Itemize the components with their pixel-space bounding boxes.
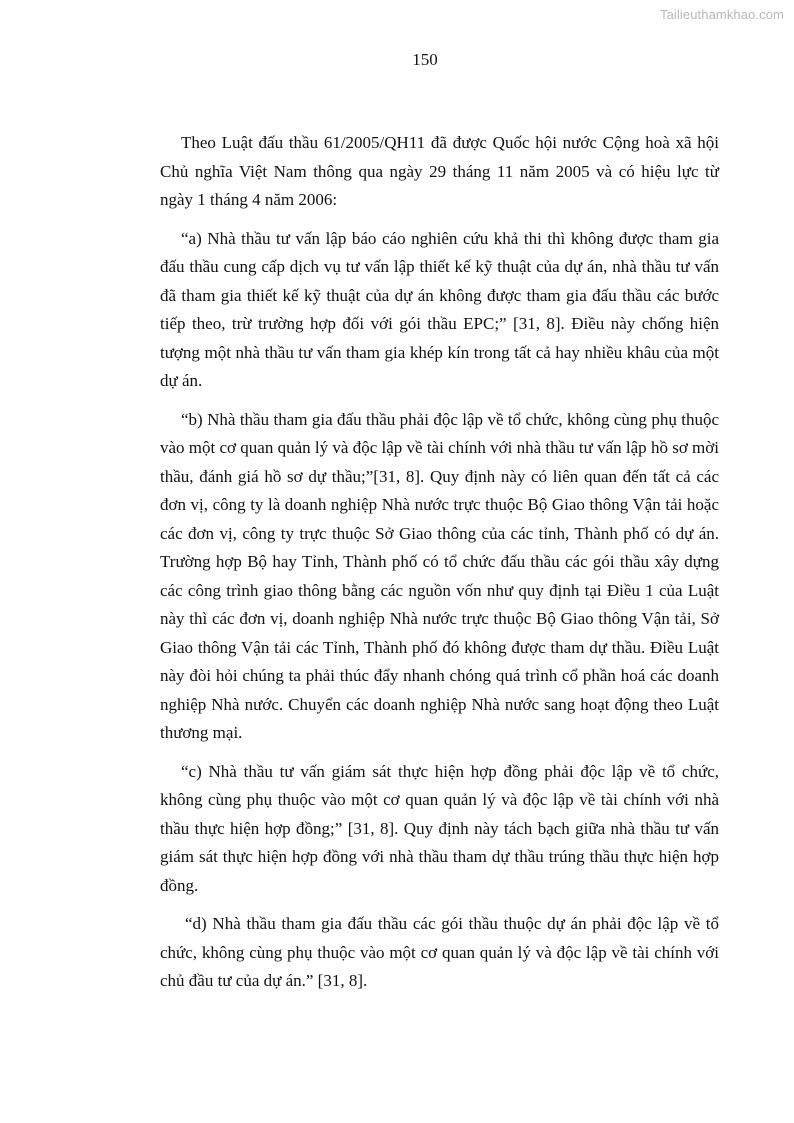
- clause-b-paragraph: “b) Nhà thầu tham gia đấu thầu phải độc lập về tổ chức, không cùng phụ thuộc vào một cơ quan quản lý và độc lập về tài chính với nhà thầu tư vấn lập hồ sơ mời thầu, đánh giá hồ sơ dự thầu;”[31, 8]. Quy định này có liên quan đến tất cả các đơn vị, công ty là doanh nghiệp Nhà nước trực thuộc Bộ Giao thông Vận tải hoặc các đơn vị, công ty trực thuộc Sở Giao thông của các tỉnh, Thành phố có dự án. Trường hợp Bộ hay Tỉnh, Thành phố có tổ chức đấu thầu các gói thầu xây dựng các công trình giao thông bằng các nguồn vốn như quy định tại Điều 1 của Luật này thì các đơn vị, doanh nghiệp Nhà nước trực thuộc Bộ Giao thông Vận tải, Sở Giao thông Vận tải các Tỉnh, Thành phố đó không được tham dự thầu. Điều Luật này đòi hỏi chúng ta phải thúc đẩy nhanh chóng quá trình cổ phần hoá các doanh nghiệp Nhà nước. Chuyển các doanh nghiệp Nhà nước sang hoạt động theo Luật thương mại.: [160, 409, 719, 742]
- clause-d-paragraph: “d) Nhà thầu tham gia đấu thầu các gói thầu thuộc dự án phải độc lập về tổ chức, không cùng phụ thuộc vào một cơ quan quản lý và độc lập về tài chính với chủ đầu tư của dự án.” [31, 8].: [160, 914, 719, 990]
- clause-a-paragraph: “a) Nhà thầu tư vấn lập báo cáo nghiên cứu khả thi thì không được tham gia đấu thầu cung cấp dịch vụ tư vấn lập thiết kế kỹ thuật của dự án, nhà thầu tư vấn đã tham gia thiết kế kỹ thuật của dự án không được tham gia đấu thầu các bước tiếp theo, trừ trường hợp đối với gói thầu EPC;” [31, 8]. Điều này chống hiện tượng một nhà thầu tư vấn tham gia khép kín trong tất cả hay nhiều khâu của một dự án.: [160, 228, 719, 390]
- watermark-text: Tailieuthamkhao.com: [659, 7, 784, 22]
- page-number: 150: [412, 50, 438, 69]
- intro-paragraph: Theo Luật đấu thầu 61/2005/QH11 đã được Quốc hội nước Cộng hoà xã hội Chủ nghĩa Việt Nam thông qua ngày 29 tháng 11 năm 2005 và có hiệu lực từ ngày 1 tháng 4 năm 2006:: [160, 133, 719, 209]
- clause-c-paragraph: “c) Nhà thầu tư vấn giám sát thực hiện hợp đồng phải độc lập về tổ chức, không cùng phụ thuộc vào một cơ quan quản lý và độc lập về tài chính với nhà thầu thực hiện hợp đồng;” [31, 8]. Quy định này tách bạch giữa nhà thầu tư vấn giám sát thực hiện hợp đồng với nhà thầu tham dự thầu trúng thầu thực hiện hợp đồng.: [160, 761, 719, 895]
- document-body: [160, 129, 719, 1006]
